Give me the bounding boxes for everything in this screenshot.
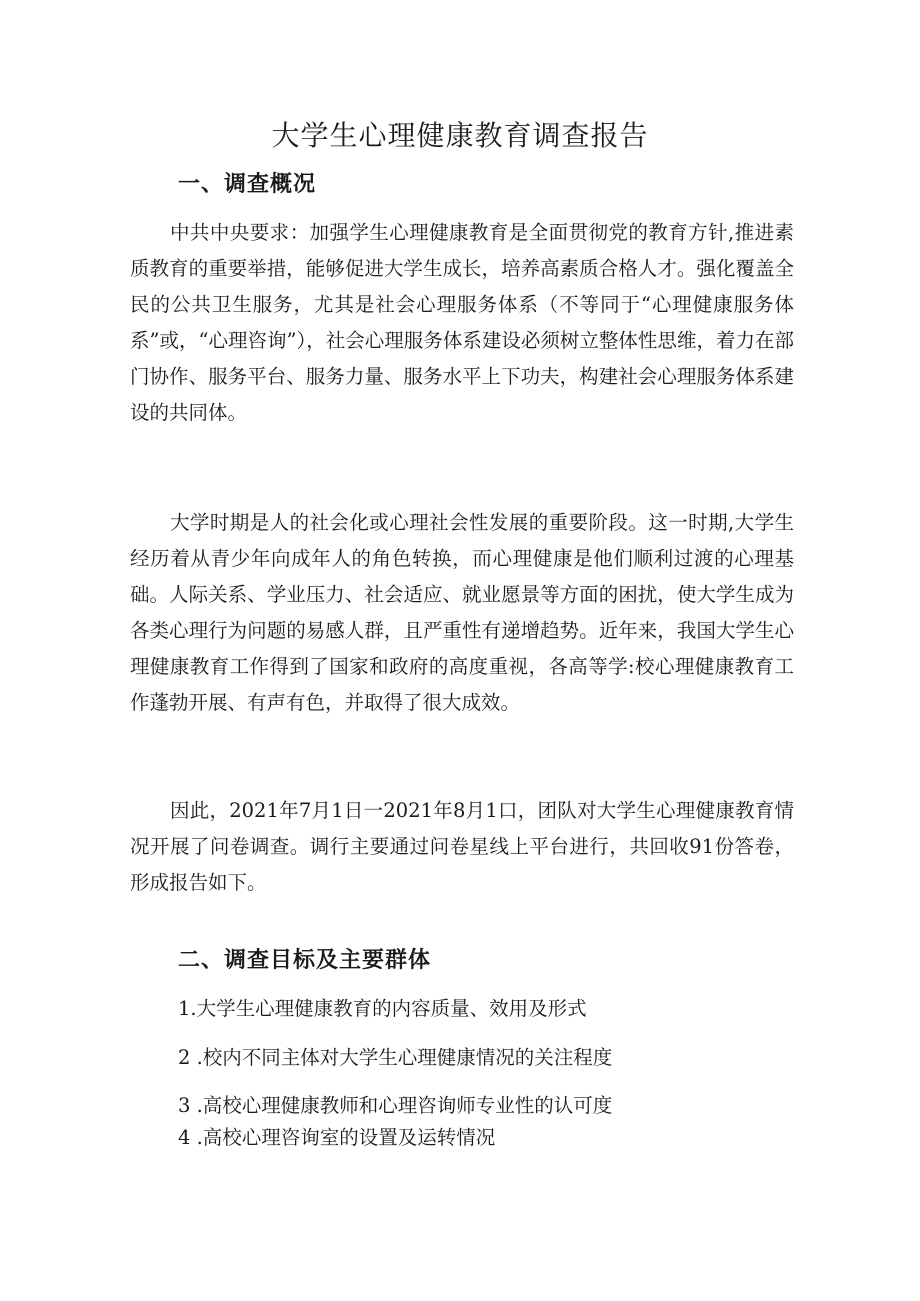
section-heading-goals: 二、调查目标及主要群体 bbox=[178, 948, 432, 973]
paragraph-survey-method: 因此，2021年7月1日一2021年8月1口，团队对大学生心理健康教育情况开展了问卷调查。调行主要通过问卷星线上平台进行，共回收91份答卷，形成报告如下。 bbox=[130, 799, 794, 894]
section-heading-overview: 一、调查概况 bbox=[178, 172, 317, 197]
document-title: 大学生心理健康教育调查报告 bbox=[271, 119, 649, 152]
paragraph-policy: 中共中央要求：加强学生心理健康教育是全面贯彻党的教育方针,推进素质教育的重要举措，能够促进大学生成长，培养高素质合格人才。强化覆盖全民的公共卫生服务，尤其是社会心理服务体系（不等同于“心理健康服务体系”或，“心理咨询”），社会心理服务体系建设必须树立整体性思维，着力在部门协作、服务平台、服务力量、服务水平上下功夫，构建社会心理服务体系建设的共同体。 bbox=[130, 221, 794, 424]
paragraph-background: 大学时期是人的社会化或心理社会性发展的重要阶段。这一时期,大学生经历着从青少年向成年人的角色转换，而心理健康是他们顺利过渡的心理基础。人际关系、学业压力、社会适应、就业愿景等方面的困扰，使大学生成为各类心理行为问题的易感人群，且严重性有递增趋势。近年来，我国大学生心理健康教育工作得到了国家和政府的高度重视，各高等学:校心理健康教育工作蓬勃开展、有声有色，并取得了很大成效。 bbox=[130, 511, 794, 714]
goal-item: 4 .高校心理咨询室的设置及运转情况 bbox=[178, 1126, 496, 1149]
goal-item: 1.大学生心理健康教育的内容质量、效用及形式 bbox=[178, 997, 587, 1020]
goal-item: 2 .校内不同主体对大学生心理健康情况的关注程度 bbox=[178, 1046, 613, 1069]
goal-item: 3 .高校心理健康教师和心理咨询师专业性的认可度 bbox=[178, 1094, 613, 1117]
